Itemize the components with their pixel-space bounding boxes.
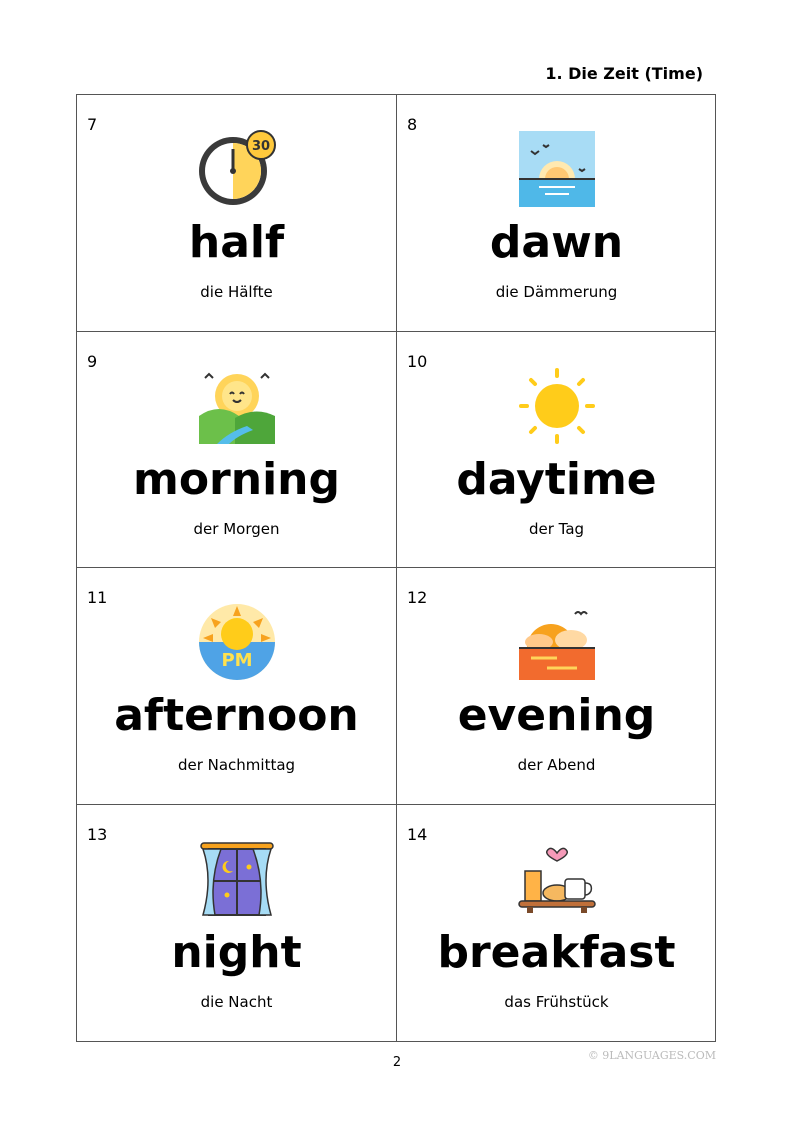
clock-badge-label: 30 (251, 139, 270, 154)
flashcard (397, 568, 716, 805)
card-word: evening (457, 690, 656, 741)
card-number: 14 (407, 824, 428, 844)
sun-icon (517, 366, 597, 446)
card-word: dawn (489, 217, 624, 268)
card-word: daytime (456, 453, 657, 505)
flashcard-grid (76, 94, 716, 1042)
card-translation: der Abend (517, 756, 596, 774)
card-number: 13 (87, 824, 108, 844)
card-word: night (171, 926, 302, 978)
card-word: half (188, 217, 285, 268)
card-word: breakfast (437, 926, 676, 978)
evening-sunset-icon (517, 602, 597, 682)
flashcard (77, 568, 397, 805)
card-number: 7 (87, 115, 98, 134)
card-translation: der Nachmittag (177, 756, 296, 774)
card-translation: die Hälfte (200, 283, 273, 301)
flashcard (397, 332, 716, 569)
card-number: 9 (87, 351, 98, 371)
card-number: 12 (407, 588, 428, 607)
flashcard (397, 805, 716, 1042)
flashcard (77, 805, 397, 1042)
night-window-icon (197, 839, 277, 919)
dawn-sunrise-icon (517, 129, 597, 209)
card-translation: der Morgen (193, 519, 280, 538)
card-number: 8 (407, 115, 418, 134)
card-number: 11 (87, 588, 108, 607)
flashcard (77, 95, 397, 332)
afternoon-badge-label: PM (220, 650, 253, 671)
card-translation: die Dämmerung (495, 283, 618, 301)
card-translation: die Nacht (200, 992, 273, 1011)
card-translation: der Tag (528, 519, 585, 538)
morning-sun-hills-icon (197, 366, 277, 446)
page-title: 1. Die Zeit (Time) (545, 64, 703, 83)
breakfast-tray-icon (517, 839, 597, 919)
flashcard (397, 95, 716, 332)
flashcard (77, 332, 397, 569)
card-word: afternoon (114, 690, 359, 741)
card-word: morning (132, 453, 340, 505)
clock-half-hour-icon (197, 129, 277, 209)
copyright-notice: © 9LANGUAGES.COM (587, 1049, 716, 1062)
card-translation: das Frühstück (504, 992, 609, 1011)
afternoon-pm-icon (197, 602, 277, 682)
page-number: 2 (392, 1055, 402, 1070)
card-number: 10 (407, 351, 428, 371)
